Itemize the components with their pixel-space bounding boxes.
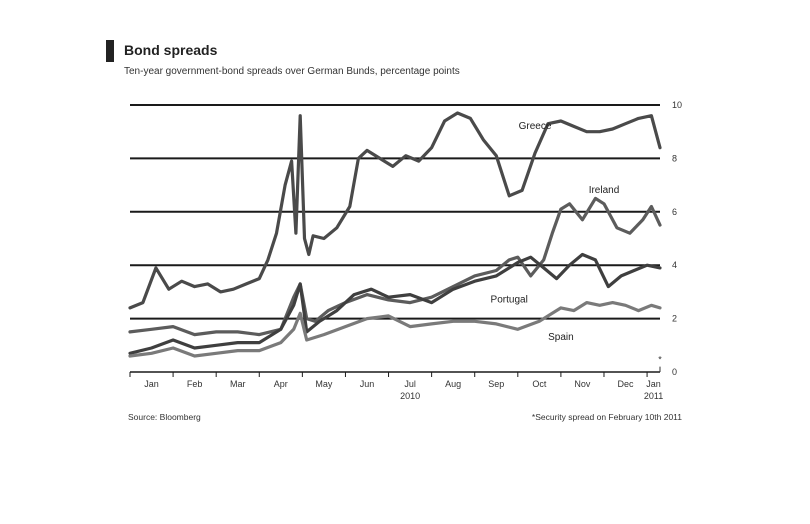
x-tick-label: Jan bbox=[646, 379, 661, 389]
series-label-greece: Greece bbox=[518, 121, 552, 133]
x-tick-label: Jul bbox=[404, 379, 416, 389]
x-tick-label: May bbox=[315, 379, 333, 389]
series-line-ireland bbox=[130, 198, 660, 334]
y-tick-label: 8 bbox=[672, 153, 678, 164]
x-tick-label: Oct bbox=[532, 379, 547, 389]
x-tick-label: Nov bbox=[574, 379, 591, 389]
y-axis-ticks bbox=[672, 100, 682, 377]
y-tick-label: 6 bbox=[672, 206, 678, 217]
series-label-portugal: Portugal bbox=[490, 294, 528, 306]
y-tick-label: 0 bbox=[672, 367, 678, 377]
y-tick-label: 10 bbox=[672, 100, 683, 110]
year-label-2010: 2010 bbox=[400, 391, 421, 401]
x-tick-label: Dec bbox=[617, 379, 634, 389]
x-tick-label: Mar bbox=[229, 379, 246, 389]
date-marker-asterisk: * bbox=[658, 354, 662, 365]
series-line-greece bbox=[130, 113, 660, 308]
chart-subtitle: Ten-year government-bond spreads over German Bunds, percentage points bbox=[124, 66, 460, 77]
series-label-spain: Spain bbox=[548, 331, 574, 343]
year-label-2011: 2011 bbox=[643, 391, 664, 401]
x-tick-label: Jun bbox=[359, 379, 375, 389]
x-axis-ticks bbox=[130, 355, 663, 401]
x-tick-label: Apr bbox=[273, 379, 288, 389]
x-tick-label: Feb bbox=[186, 379, 203, 389]
y-tick-label: 2 bbox=[672, 313, 678, 324]
x-tick-label: Aug bbox=[445, 379, 462, 389]
series-labels bbox=[491, 121, 620, 343]
series-line-spain bbox=[130, 303, 660, 356]
chart-title: Bond spreads bbox=[124, 42, 218, 58]
y-tick-label: 4 bbox=[672, 260, 678, 271]
x-tick-label: Sep bbox=[488, 379, 505, 389]
series-label-ireland: Ireland bbox=[588, 185, 620, 197]
source-note: Source: Bloomberg bbox=[128, 412, 201, 422]
footnote: *Security spread on February 10th 2011 bbox=[531, 412, 682, 422]
x-tick-label: Jan bbox=[144, 379, 159, 389]
series-line-portugal bbox=[130, 255, 660, 354]
